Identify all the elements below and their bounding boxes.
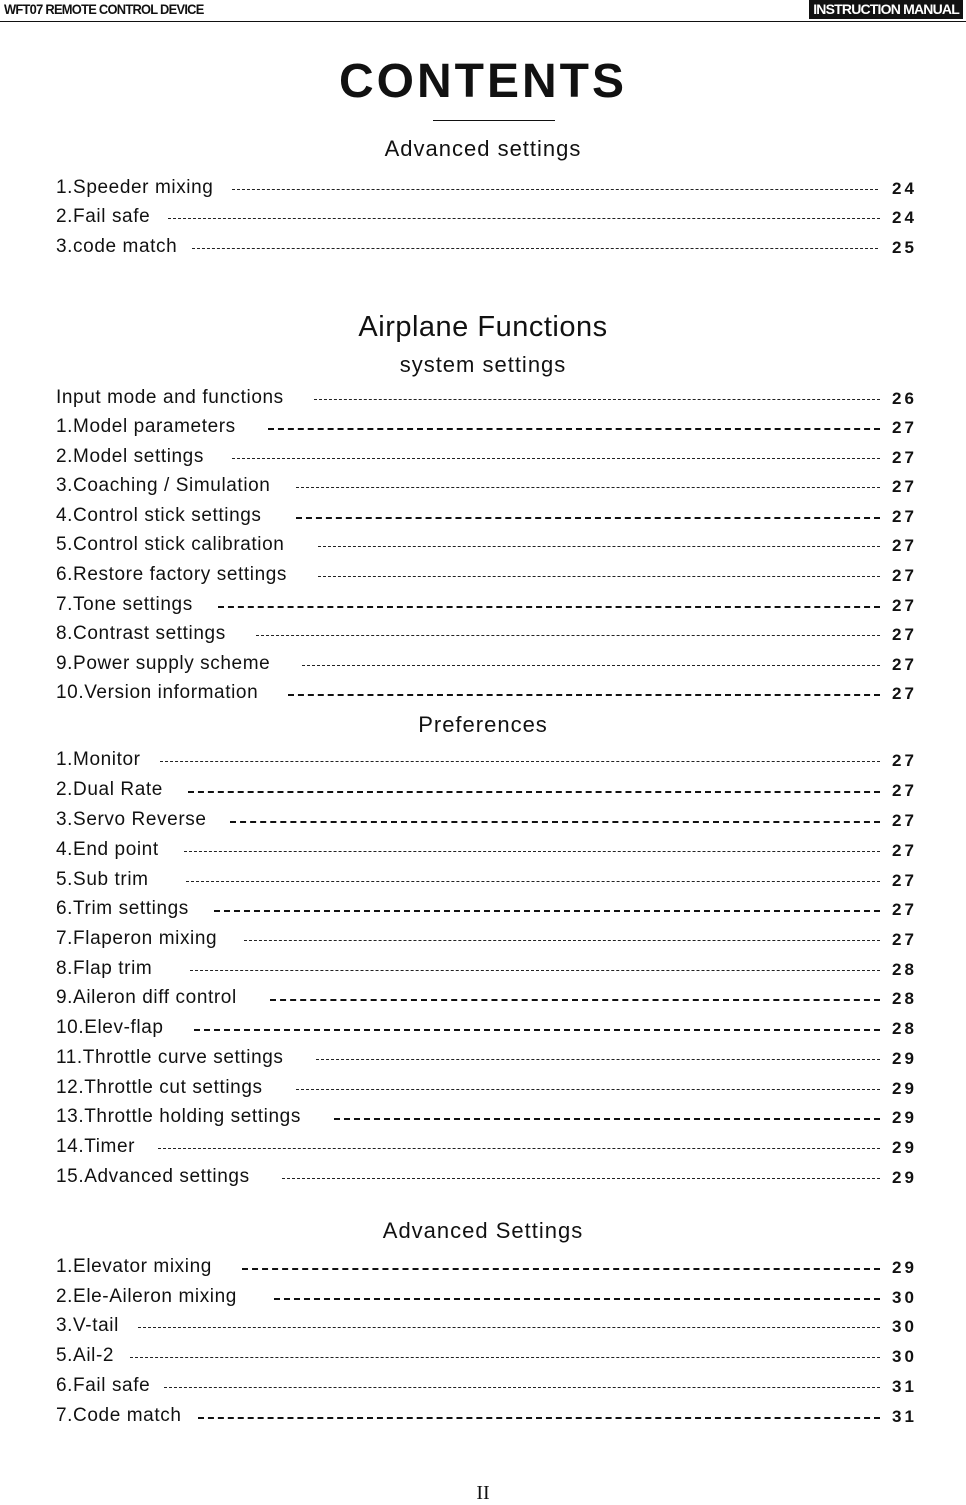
dot-leader	[296, 487, 880, 488]
dot-leader	[198, 1417, 880, 1419]
toc-entry	[56, 176, 916, 200]
toc-entry-label: 15.Advanced settings	[56, 1165, 258, 1189]
toc-entry-label: 5.Ail-2	[56, 1344, 122, 1368]
toc-entry-page: 31	[892, 1377, 917, 1396]
dot-leader	[230, 821, 880, 823]
section-heading-advanced-settings-2: Advanced Settings	[382, 1218, 584, 1243]
toc-entry-label: 5.Control stick calibration	[56, 533, 292, 557]
toc-entry-page: 28	[892, 1019, 917, 1038]
dot-leader	[274, 1298, 880, 1300]
toc-entry-label: 2.Model settings	[56, 445, 212, 469]
toc-entry-label: 1.Model parameters	[56, 415, 244, 439]
toc-entry	[56, 1404, 916, 1428]
toc-entry-page: 29	[892, 1079, 917, 1098]
toc-entry-page: 29	[892, 1138, 917, 1157]
toc-entry-page: 27	[892, 448, 917, 467]
toc-entry-label: 1.Elevator mixing	[56, 1255, 220, 1279]
dot-leader	[164, 1387, 880, 1388]
toc-entry	[56, 957, 916, 981]
page-number: II	[476, 1482, 490, 1504]
toc-entry-page: 30	[892, 1347, 917, 1366]
toc-entry	[56, 1344, 916, 1368]
section-heading-system-settings: system settings	[399, 352, 567, 377]
header-manual-label: INSTRUCTION MANUAL	[809, 0, 963, 19]
toc-entry-label: 4.Control stick settings	[56, 504, 270, 528]
dot-leader	[334, 1118, 880, 1120]
toc-entry-label: 3.Servo Reverse	[56, 808, 215, 832]
toc-entry	[56, 386, 916, 410]
toc-entry-page: 29	[892, 1258, 917, 1277]
toc-entry	[56, 838, 916, 862]
toc-entry-page: 27	[892, 596, 917, 615]
dot-leader	[296, 1089, 880, 1090]
toc-entry	[56, 593, 916, 617]
toc-entry-label: 6.Restore factory settings	[56, 563, 295, 587]
toc-entry-label: 6.Fail safe	[56, 1374, 158, 1398]
toc-entry	[56, 445, 916, 469]
toc-entry-label: 3.code match	[56, 235, 185, 259]
toc-entry-label: 6.Trim settings	[56, 897, 197, 921]
toc-entry	[56, 504, 916, 528]
dot-leader	[160, 761, 880, 762]
toc-entry-label: 1.Speeder mixing	[56, 176, 221, 200]
toc-entry	[56, 474, 916, 498]
toc-entry-label: 7.Code match	[56, 1404, 190, 1428]
section-heading-airplane-functions: Airplane Functions	[358, 311, 608, 343]
page-header	[0, 0, 966, 22]
title-underline	[433, 120, 555, 121]
toc-entry	[56, 205, 916, 229]
dot-leader	[158, 1148, 880, 1149]
dot-leader	[186, 881, 880, 882]
toc-entry-page: 27	[892, 930, 917, 949]
toc-entry-page: 24	[892, 208, 917, 227]
dot-leader	[268, 428, 880, 430]
toc-entry-page: 27	[892, 900, 917, 919]
toc-entry	[56, 1374, 916, 1398]
header-device-name: WFT07 REMOTE CONTROL DEVICE	[4, 1, 204, 17]
toc-entry-page: 27	[892, 625, 917, 644]
toc-entry	[56, 235, 916, 259]
dot-leader	[316, 1059, 880, 1060]
dot-leader	[190, 970, 880, 971]
toc-entry-page: 26	[892, 389, 917, 408]
toc-entry	[56, 1105, 916, 1129]
dot-leader	[296, 517, 880, 519]
toc-entry-label: 2.Dual Rate	[56, 778, 171, 802]
dot-leader	[318, 576, 880, 577]
toc-entry	[56, 1285, 916, 1309]
toc-entry	[56, 897, 916, 921]
toc-entry	[56, 1016, 916, 1040]
dot-leader	[288, 694, 880, 696]
toc-entry	[56, 1046, 916, 1070]
toc-entry-page: 25	[892, 238, 917, 257]
dot-leader	[256, 635, 880, 636]
toc-entry-label: 9.Aileron diff control	[56, 986, 245, 1010]
toc-entry-label: Input mode and functions	[56, 386, 292, 410]
dot-leader	[232, 189, 878, 190]
toc-entry-label: 11.Throttle curve settings	[56, 1046, 292, 1070]
dot-leader	[168, 218, 880, 219]
toc-entry	[56, 986, 916, 1010]
toc-entry	[56, 652, 916, 676]
toc-entry-page: 28	[892, 989, 917, 1008]
toc-entry	[56, 1255, 916, 1279]
toc-entry	[56, 748, 916, 772]
toc-entry-label: 5.Sub trim	[56, 868, 157, 892]
toc-entry-label: 7.Flaperon mixing	[56, 927, 225, 951]
toc-entry	[56, 1135, 916, 1159]
toc-entry-page: 27	[892, 811, 917, 830]
toc-entry	[56, 563, 916, 587]
toc-entry	[56, 622, 916, 646]
toc-entry-page: 27	[892, 684, 917, 703]
dot-leader	[214, 910, 880, 912]
toc-entry	[56, 868, 916, 892]
toc-entry-page: 27	[892, 751, 917, 770]
toc-entry	[56, 1165, 916, 1189]
section-heading-advanced-settings: Advanced settings	[384, 136, 582, 161]
toc-entry-page: 29	[892, 1168, 917, 1187]
toc-entry-label: 3.Coaching / Simulation	[56, 474, 278, 498]
dot-leader	[242, 1268, 880, 1270]
toc-entry-page: 27	[892, 418, 917, 437]
dot-leader	[232, 458, 880, 459]
dot-leader	[184, 851, 880, 852]
dot-leader	[194, 1029, 880, 1031]
dot-leader	[218, 606, 880, 608]
toc-entry-page: 24	[892, 179, 917, 198]
toc-entry-page: 31	[892, 1407, 917, 1426]
dot-leader	[130, 1357, 880, 1358]
toc-entry-label: 12.Throttle cut settings	[56, 1076, 271, 1100]
toc-entry-label: 10.Version information	[56, 681, 266, 705]
toc-entry-page: 27	[892, 871, 917, 890]
toc-entry-label: 4.End point	[56, 838, 167, 862]
toc-entry-page: 29	[892, 1108, 917, 1127]
toc-entry	[56, 808, 916, 832]
toc-entry	[56, 1076, 916, 1100]
toc-entry-page: 27	[892, 566, 917, 585]
toc-entry-page: 30	[892, 1317, 917, 1336]
toc-entry	[56, 415, 916, 439]
toc-entry-label: 2.Ele-Aileron mixing	[56, 1285, 245, 1309]
toc-entry-label: 1.Monitor	[56, 748, 149, 772]
page-title: CONTENTS	[339, 55, 627, 108]
toc-entry-page: 27	[892, 536, 917, 555]
toc-entry-page: 28	[892, 960, 917, 979]
toc-entry	[56, 778, 916, 802]
toc-entry-label: 9.Power supply scheme	[56, 652, 278, 676]
toc-entry-label: 13.Throttle holding settings	[56, 1105, 309, 1129]
toc-entry-page: 27	[892, 477, 917, 496]
toc-entry-label: 14.Timer	[56, 1135, 143, 1159]
toc-entry	[56, 1314, 916, 1338]
toc-entry	[56, 927, 916, 951]
dot-leader	[282, 1178, 880, 1179]
toc-entry-page: 27	[892, 507, 917, 526]
dot-leader	[244, 940, 880, 941]
toc-entry-label: 8.Contrast settings	[56, 622, 234, 646]
dot-leader	[270, 999, 880, 1001]
section-heading-preferences: Preferences	[418, 712, 548, 737]
toc-entry-label: 10.Elev-flap	[56, 1016, 172, 1040]
toc-entry-page: 27	[892, 655, 917, 674]
toc-entry-label: 2.Fail safe	[56, 205, 158, 229]
toc-entry-label: 8.Flap trim	[56, 957, 160, 981]
toc-entry-page: 27	[892, 781, 917, 800]
toc-entry-page: 27	[892, 841, 917, 860]
toc-entry-page: 30	[892, 1288, 917, 1307]
dot-leader	[138, 1327, 880, 1328]
dot-leader	[302, 665, 880, 666]
dot-leader	[188, 791, 880, 793]
dot-leader	[192, 248, 878, 249]
toc-entry	[56, 681, 916, 705]
toc-entry	[56, 533, 916, 557]
dot-leader	[314, 399, 880, 400]
toc-entry-label: 7.Tone settings	[56, 593, 201, 617]
toc-entry-page: 29	[892, 1049, 917, 1068]
dot-leader	[318, 546, 880, 547]
toc-entry-label: 3.V-tail	[56, 1314, 127, 1338]
